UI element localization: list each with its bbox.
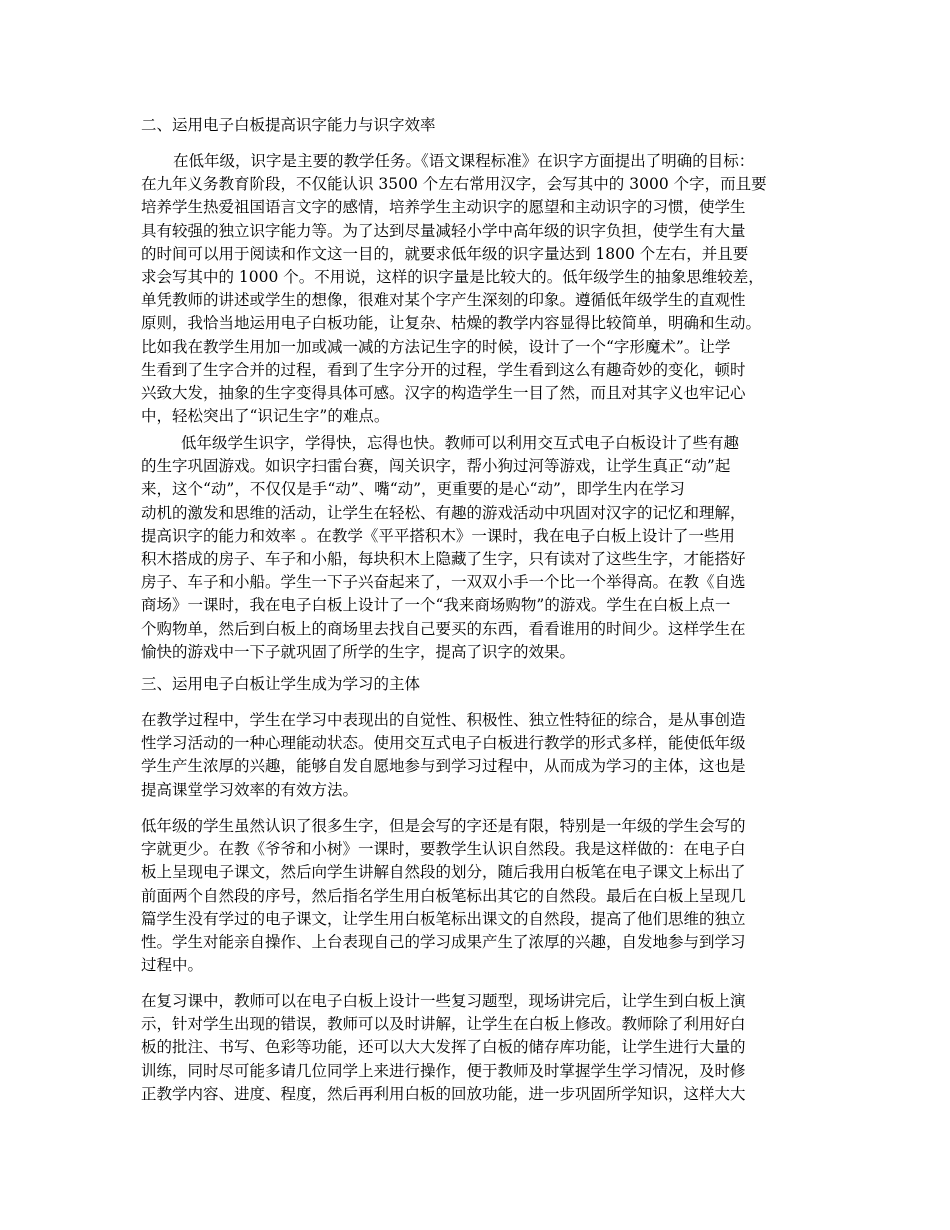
paragraph [141,709,821,802]
text-line: 求会写其中的 1000 个。不用说，这样的识字量是比较大的。低年级学生的抽象思维较差， [141,268,764,287]
text-line: 房子、车子和小船。学生一下子兴奋起来了，一双双小手一个比一个举得高。在教《自选 [141,573,746,592]
text-line: 培养学生热爱祖国语言文字的感情，培养学生主动识字的愿望和主动识字的习惯，使学生 [141,198,746,217]
text-line: 比如我在教学生用加一加或减一减的方法记生字的时候，设计了一个“字形魔术”。让学 [141,337,731,356]
text-line: 示，针对学生出现的错误，教师可以及时讲解，让学生在白板上修改。教师除了利用好白 [141,1015,746,1034]
text-line: 在九年义务教育阶段，不仅能认识 3500 个左右常用汉字，会写其中的 3000 个字，而且要 [141,175,767,194]
text-line: 提高课堂学习效率的有效方法。 [141,780,359,799]
text-line: 商场》一课时，我在电子白板上设计了一个“我来商场购物”的游戏。学生在白板上点一 [141,596,731,615]
text-line: 具有较强的独立识字能力等。为了达到尽量减轻小学中高年级的识字负担，使学生有大量 [141,221,746,240]
text-line: 的生字巩固游戏。如识字扫雷台赛，闯关识字，帮小狗过河等游戏，让学生真正“动”起 [141,457,731,476]
text-line: 提高识字的能力和效率 。在教学《平平搭积木》一课时，我在电子白板上设计了一些用 [141,526,735,545]
text-line: 个购物单，然后到白板上的商场里去找自己要买的东西，看看谁用的时间少。这样学生在 [141,619,746,638]
text-line: 字就更少。在教《爷爷和小树》一课时，要教学生认识自然段。我是这样做的：在电子白 [141,840,746,859]
text-line: 来，这个“动”，不仅仅是手“动”、嘴“动”，更重要的是心“动”，即学生内在学习 [141,480,685,499]
text-line: 原则，我恰当地运用电子白板功能，让复杂、枯燥的教学内容显得比较简单，明确和生动。 [141,314,762,333]
paragraph [141,432,821,664]
paragraph [141,815,821,977]
text-line: 积木搭成的房子、车子和小船，每块积木上隐藏了生字，只有读对了这些生字，才能搭好 [141,550,746,569]
text-line: 训练，同时尽可能多请几位同学上来进行操作，便于教师及时掌握学生学习情况，及时修 [141,1061,746,1080]
section-heading-3: 三、运用电子白板让学生成为学习的主体 [141,675,421,693]
text-line: 性。学生对能亲自操作、上台表现自己的学习成果产生了浓厚的兴趣，自发地参与到学习 [141,933,746,952]
text-line: 生看到了生字合并的过程，看到了生字分开的过程，学生看到这么有趣奇妙的变化，顿时 [141,360,746,379]
text-line: 前面两个自然段的序号，然后指名学生用白板笔标出其它的自然段。最后在白板上呈现几 [141,886,746,905]
paragraph [141,990,821,1106]
text-line: 低年级学生识字，学得快，忘得也快。教师可以利用交互式电子白板设计了些有趣 [181,434,740,452]
text-line: 学生产生浓厚的兴趣，能够自发自愿地参与到学习过程中，从而成为学习的主体，这也是 [141,757,746,776]
text-line: 板的批注、书写、色彩等功能，还可以大大发挥了白板的储存库功能，让学生进行大量的 [141,1038,746,1057]
text-line: 正教学内容、进度、程度，然后再利用白板的回放功能，进一步巩固所学知识，这样大大 [141,1084,746,1103]
text-line: 在教学过程中，学生在学习中表现出的自觉性、积极性、独立性特征的综合，是从事创造 [141,711,746,729]
text-line: 篇学生没有学过的电子课文，让学生用白板笔标出课文的自然段，提高了他们思维的独立 [141,909,746,928]
text-line: 在复习课中，教师可以在电子白板上设计一些复习题型，现场讲完后，让学生到白板上演 [141,992,746,1010]
text-line: 的时间可以用于阅读和作文这一目的，就要求低年级的识字量达到 1800 个左右，并且要 [141,244,749,263]
text-line: 中，轻松突出了“识记生字”的难点。 [141,407,390,426]
text-line: 愉快的游戏中一下子就巩固了所学的生字，提高了识字的效果。 [141,642,576,661]
text-line: 兴致大发，抽象的生字变得具体可感。汉字的构造学生一目了然，而且对其字义也牢记心 [141,384,746,403]
text-line: 动机的激发和思维的活动，让学生在轻松、有趣的游戏活动中巩固对汉字的记忆和理解， [141,503,746,522]
section-heading-2: 二、运用电子白板提高识字能力与识字效率 [141,116,436,134]
text-line: 在低年级，识字是主要的教学任务。《语文课程标准》在识字方面提出了明确的目标： [173,152,755,170]
text-line: 板上呈现电子课文，然后向学生讲解自然段的划分，随后我用白板笔在电子课文上标出了 [141,863,746,882]
text-line: 过程中。 [141,956,204,975]
paragraph [141,150,821,428]
text-line: 单凭教师的讲述或学生的想像，很难对某个字产生深刻的印象。遵循低年级学生的直观性 [141,291,746,310]
text-line: 性学习活动的一种心理能动状态。使用交互式电子白板进行教学的形式多样，能使低年级 [141,734,746,753]
text-line: 低年级的学生虽然认识了很多生字，但是会写的字还是有限，特别是一年级的学生会写的 [141,817,746,835]
